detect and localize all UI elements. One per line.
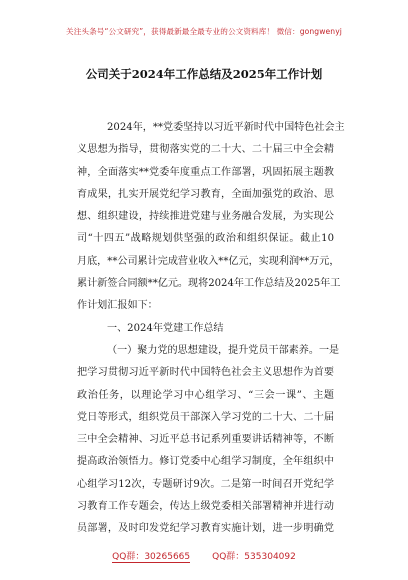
- document-body: [77, 117, 345, 541]
- section-heading: 一、2024年党建工作总结: [107, 322, 224, 334]
- body-line: 政治任务，以理论学习中心组学习、“三会一课”、主题: [77, 389, 334, 401]
- body-line: 累计新签合同额**亿元。现将2024年工作总结及2025年工: [77, 278, 341, 290]
- header-banner: 关注头条号“公文研究”，获得最新最全最专业的公文资料库！ 微信：gongwenyj: [66, 27, 342, 36]
- body-line: 员部署，及时印发党纪学习教育实施计划，进一步明确党: [77, 523, 334, 535]
- body-line: 作计划汇报如下：: [77, 300, 158, 312]
- body-line: 2024年，**党委坚持以习近平新时代中国特色社会主: [107, 122, 345, 133]
- document-title: 公司关于2024年工作总结及2025年工作计划: [85, 67, 323, 81]
- footer-contact: [0, 549, 408, 563]
- qq-group-1: QQ群：30265665: [112, 549, 190, 563]
- body-line: 心组学习12次，专题研讨9次。二是第一时间召开党纪学: [77, 478, 334, 490]
- body-line: 党日等形式，组织党员干部深入学习党的二十大、二十届: [77, 411, 334, 423]
- body-line: （一）聚力党的思想建设，提升党员干部素养。一是: [107, 344, 340, 356]
- qq-group-2: QQ群：535304092: [212, 552, 296, 562]
- body-line: 把学习贯彻习近平新时代中国特色社会主义思想作为首要: [77, 367, 334, 379]
- body-line: 提高政治领悟力。修订党委中心组学习制度，全年组织中: [77, 456, 334, 468]
- body-line: 育成果，扎实开展党纪学习教育，全面加强党的政治、思: [77, 188, 334, 200]
- body-line: 义思想为指导，贯彻落实党的二十大、二十届三中全会精: [77, 144, 334, 156]
- body-line: 神，全面落实**党委年度重点工作部署，巩固拓展主题教: [77, 166, 334, 178]
- body-line: 三中全会精神、习近平总书记系列重要讲话精神等，不断: [77, 434, 334, 446]
- body-line: 月底，**公司累计完成营业收入**亿元，实现利润**万元，: [77, 255, 340, 267]
- body-line: 司“十四五”战略规划供坚强的政治和组织保证。截止10: [77, 233, 334, 245]
- body-line: 想、组织建设，持续推进党建与业务融合发展，为实现公: [77, 211, 334, 223]
- body-line: 习教育工作专题会，传达上级党委相关部署精神并进行动: [77, 501, 334, 513]
